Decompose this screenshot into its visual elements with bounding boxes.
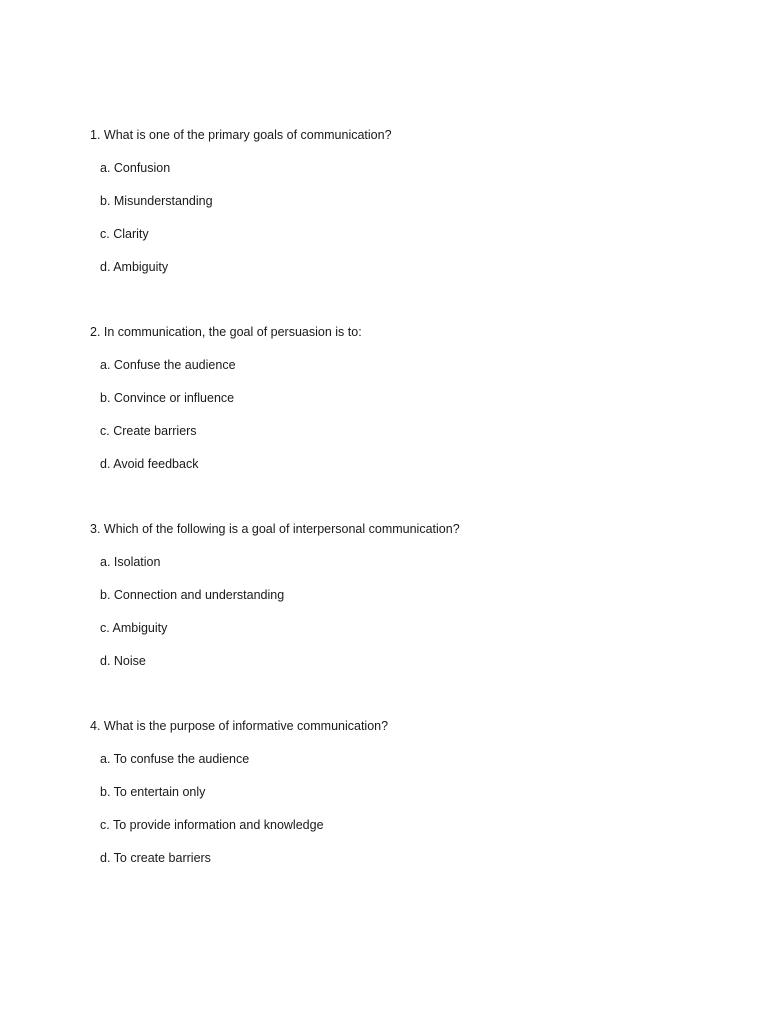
question-4-option-c: c. To provide information and knowledge	[100, 818, 324, 832]
question-3-option-a: a. Isolation	[100, 555, 161, 569]
question-4-option-d: d. To create barriers	[100, 851, 211, 865]
question-4-text: 4. What is the purpose of informative communication?	[90, 719, 389, 733]
question-2-option-d: d. Avoid feedback	[100, 457, 199, 471]
question-2	[90, 324, 730, 472]
question-2-option-b: b. Convince or influence	[100, 391, 235, 405]
question-2-text: 2. In communication, the goal of persuasion is to:	[90, 325, 362, 339]
question-1-options	[90, 160, 730, 275]
question-4	[90, 718, 730, 866]
question-1-option-c: c. Clarity	[100, 227, 149, 241]
question-3-option-c: c. Ambiguity	[100, 621, 168, 635]
question-1-option-a: a. Confusion	[100, 161, 171, 175]
question-3-options	[90, 554, 730, 669]
question-4-option-b: b. To entertain only	[100, 785, 206, 799]
question-4-option-a: a. To confuse the audience	[100, 752, 250, 766]
question-3-text: 3. Which of the following is a goal of interpersonal communication?	[90, 522, 460, 536]
question-2-options	[90, 357, 730, 472]
question-3-option-d: d. Noise	[100, 654, 146, 668]
question-2-option-a: a. Confuse the audience	[100, 358, 236, 372]
question-2-option-c: c. Create barriers	[100, 424, 197, 438]
question-1	[90, 127, 730, 275]
question-1-option-b: b. Misunderstanding	[100, 194, 213, 208]
question-3-option-b: b. Connection and understanding	[100, 588, 285, 602]
question-3	[90, 521, 730, 669]
question-1-option-d: d. Ambiguity	[100, 260, 169, 274]
question-4-options	[90, 751, 730, 866]
question-1-text: 1. What is one of the primary goals of communication?	[90, 128, 392, 142]
